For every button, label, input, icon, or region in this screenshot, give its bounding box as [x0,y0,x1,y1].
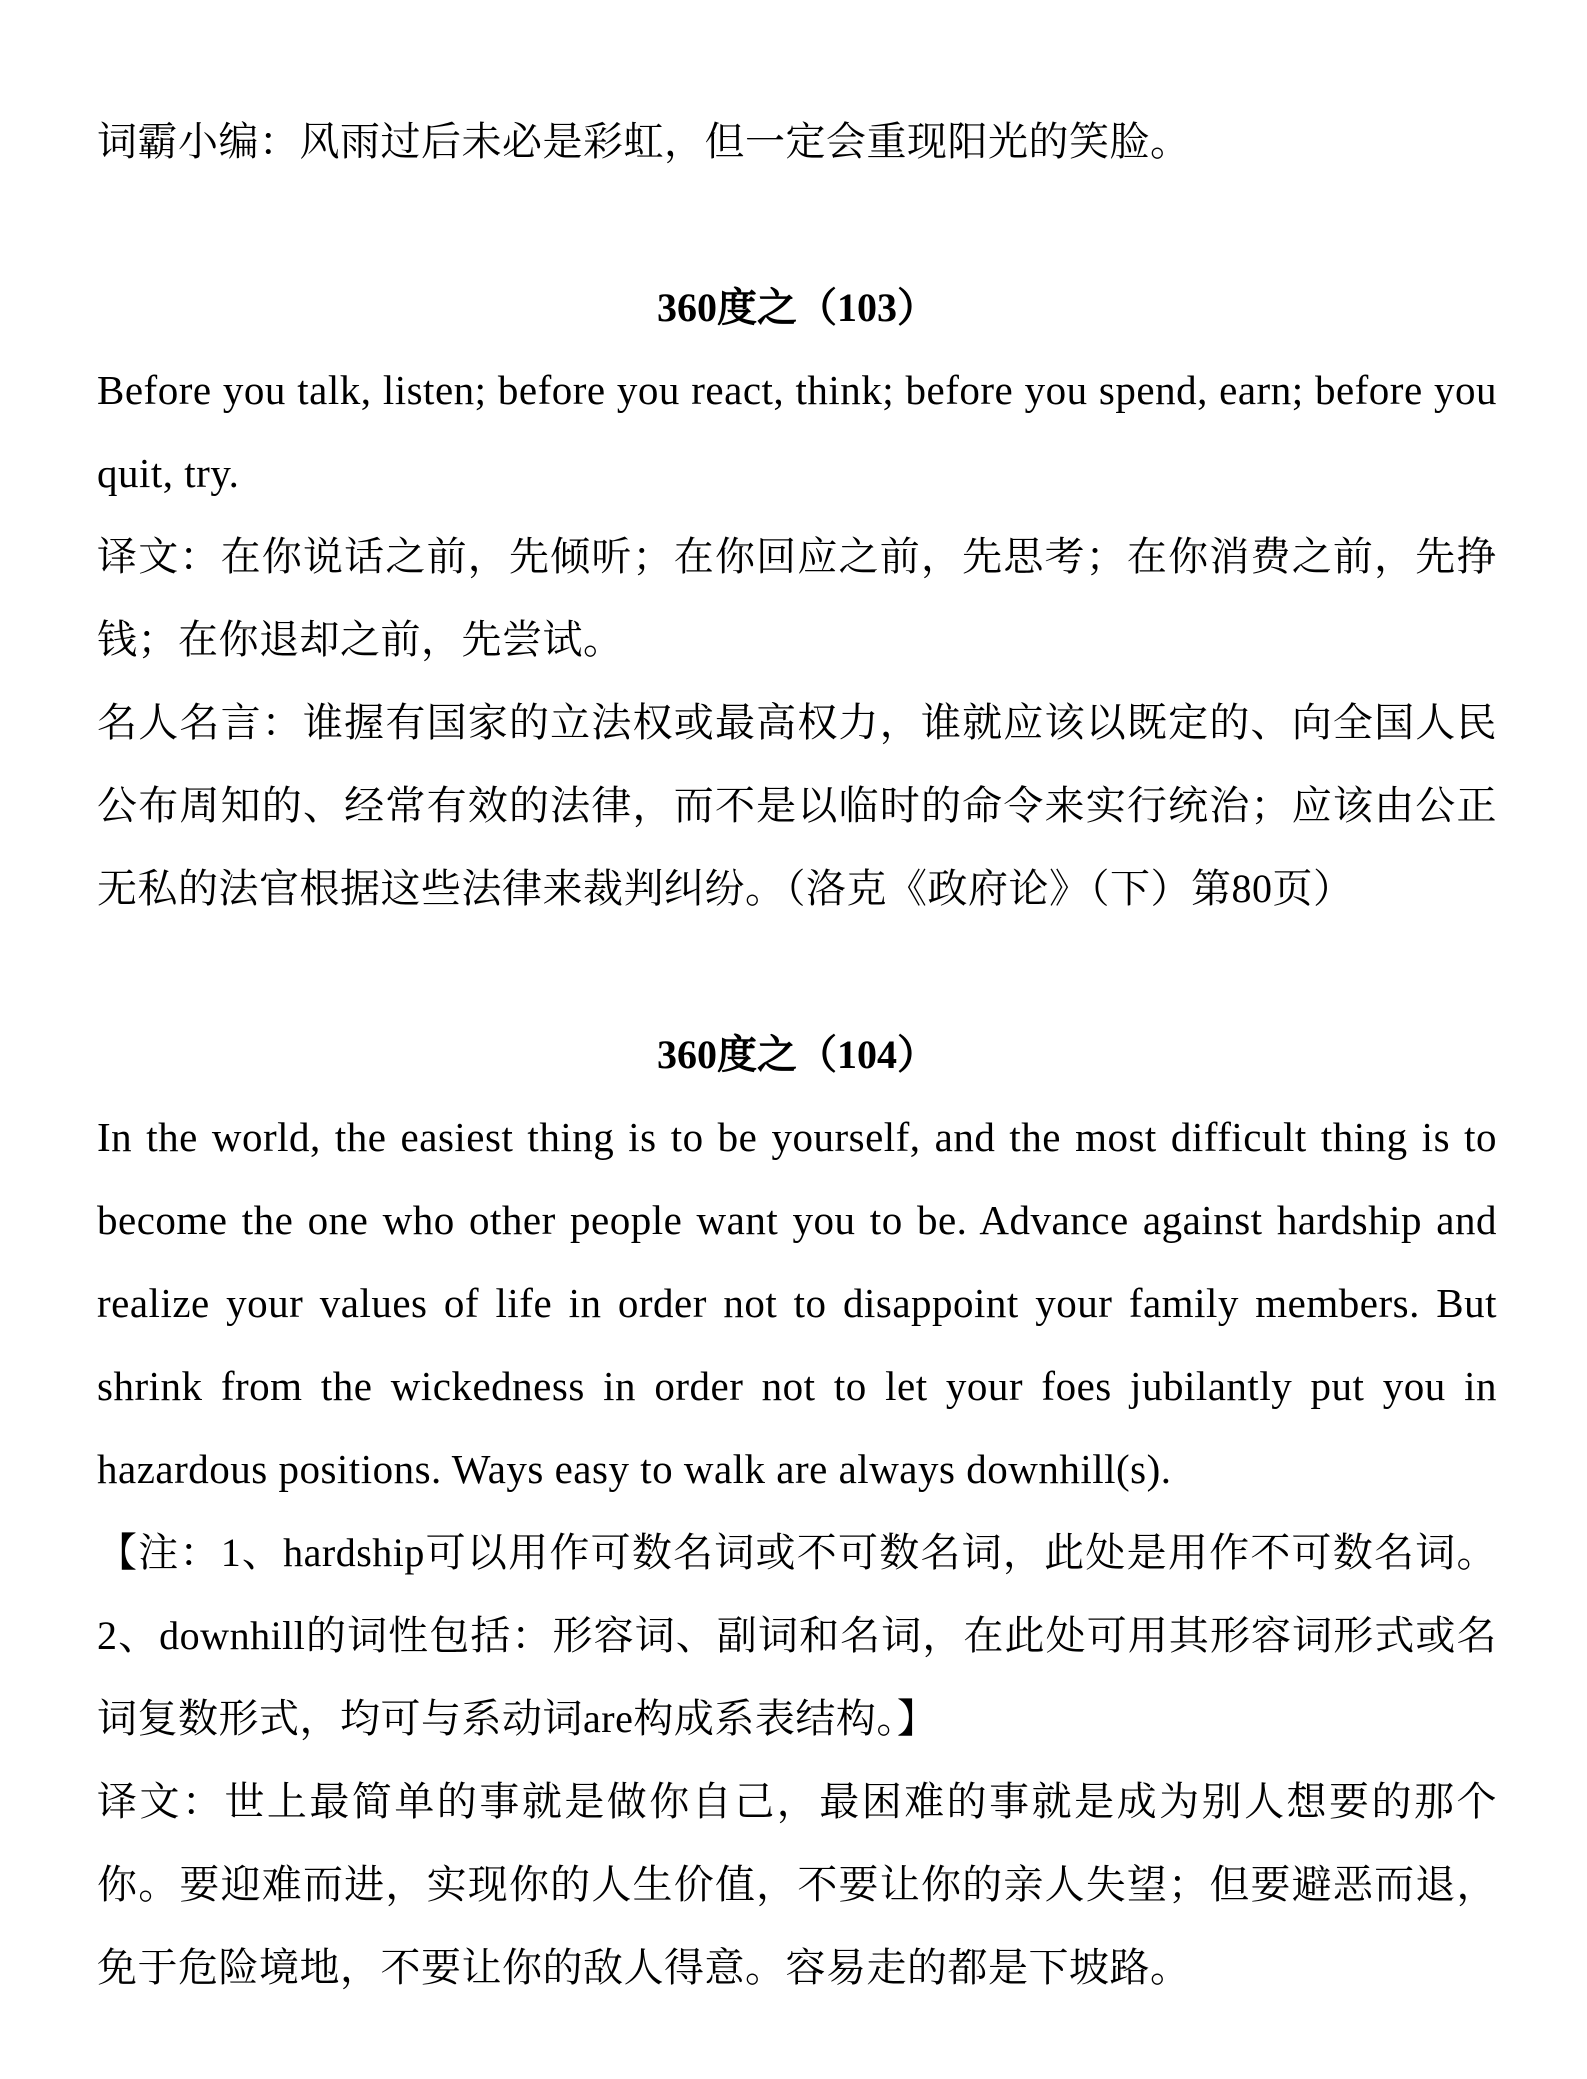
section-heading: 360度之（103） [657,285,937,330]
section-spacer [97,183,1497,266]
famous-quote: 名人名言：谁握有国家的立法权或最高权力，谁就应该以既定的、向全国人民公布周知的、经常有效的法律，而不是以临时的命令来实行统治；应该由公正无私的法官根据这些法律来裁判纠纷。（洛克《政府论》（下）第80页） [97,700,1497,911]
chinese-translation: 译文：在你说话之前，先倾听；在你回应之前，先思考；在你消费之前，先挣钱；在你退却之前，先尝试。 [97,534,1497,662]
english-sentence: In the world, the easiest thing is to be yourself, and the most difficult thing is to become the one who other people want you to be. Advance against hardship and realize your values of life in order not to disappoint your family members. But shrink from the wickedness in order not to let your foes jubilantly put you in hazardous positions. Ways easy to walk are always downhill(s). [97,1114,1497,1492]
section-heading: 360度之（104） [657,1032,937,1077]
section-104 [97,1013,1497,2009]
document-page [97,100,1497,2009]
section-spacer [97,930,1497,1013]
chinese-translation: 译文：世上最简单的事就是做你自己，最困难的事就是成为别人想要的那个你。要迎难而进，实现你的人生价值，不要让你的亲人失望；但要避恶而退，免于危险境地，不要让你的敌人得意。容易走的都是下坡路。 [97,1779,1497,1990]
section-103 [97,266,1497,930]
editor-note: 词霸小编：风雨过后未必是彩虹，但一定会重现阳光的笑脸。 [97,119,1191,164]
english-sentence: Before you talk, listen; before you react, think; before you spend, earn; before you quit, try. [97,367,1497,496]
grammar-note: 【注：1、hardship可以用作可数名词或不可数名词，此处是用作不可数名词。2、downhill的词性包括：形容词、副词和名词，在此处可用其形容词形式或名词复数形式，均可与系动词are构成系表结构。】 [97,1530,1497,1741]
